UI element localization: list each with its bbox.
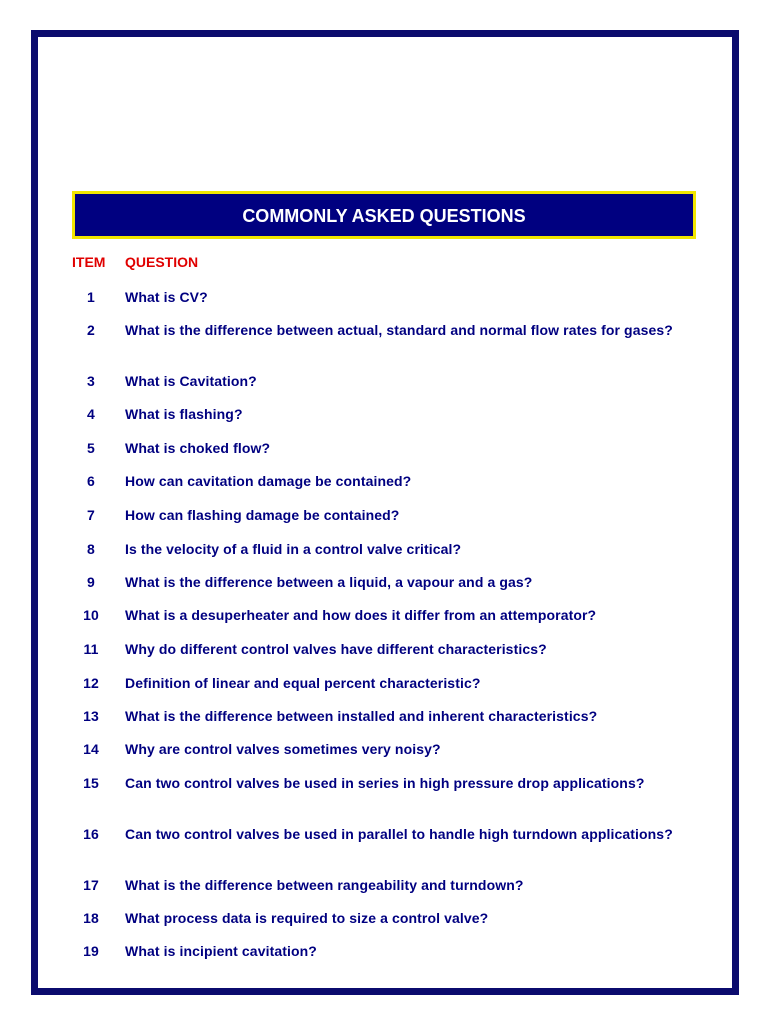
column-header-row (0, 254, 768, 272)
title-banner (72, 191, 696, 239)
item-number: 17 (83, 877, 99, 893)
question-text: What is flashing? (125, 406, 243, 422)
item-number: 5 (87, 440, 95, 456)
question-text: What is incipient cavitation? (125, 943, 317, 959)
item-number: 8 (87, 541, 95, 557)
item-number: 19 (83, 943, 99, 959)
item-number: 15 (83, 775, 99, 791)
question-text: Why do different control valves have different characteristics? (125, 641, 547, 657)
question-text: Is the velocity of a fluid in a control valve critical? (125, 541, 462, 557)
question-text: What is CV? (125, 289, 208, 305)
question-text: What is the difference between actual, standard and normal flow rates for gases? (125, 322, 673, 338)
item-number: 9 (87, 574, 95, 590)
document-title: COMMONLY ASKED QUESTIONS (242, 205, 526, 226)
question-text: What process data is required to size a control valve? (125, 910, 489, 926)
question-text: Can two control valves be used in parallel to handle high turndown applications? (125, 826, 673, 842)
question-text: Can two control valves be used in series in high pressure drop applications? (125, 775, 645, 791)
item-number: 10 (83, 607, 99, 623)
question-text: How can cavitation damage be contained? (125, 473, 412, 489)
item-number: 4 (87, 406, 95, 422)
item-number: 2 (87, 322, 95, 338)
question-text: What is Cavitation? (125, 373, 257, 389)
item-number: 11 (83, 641, 99, 657)
question-text: What is choked flow? (125, 440, 271, 456)
item-number: 16 (83, 826, 99, 842)
question-text: How can flashing damage be contained? (125, 507, 400, 523)
question-column-header: QUESTION (125, 254, 199, 270)
item-number: 13 (83, 708, 99, 724)
item-number: 7 (87, 507, 95, 523)
item-number: 14 (83, 741, 99, 757)
item-number: 3 (87, 373, 95, 389)
item-number: 18 (83, 910, 99, 926)
question-text: Definition of linear and equal percent characteristic? (125, 675, 481, 691)
item-number: 12 (83, 675, 99, 691)
question-text: What is the difference between rangeability and turndown? (125, 877, 524, 893)
question-text: What is the difference between a liquid, a vapour and a gas? (125, 574, 533, 590)
question-text: What is a desuperheater and how does it differ from an attemporator? (125, 607, 597, 623)
item-column-header: ITEM (72, 254, 106, 270)
item-number: 1 (87, 289, 95, 305)
question-text: Why are control valves sometimes very noisy? (125, 741, 441, 757)
question-text: What is the difference between installed and inherent characteristics? (125, 708, 598, 724)
item-number: 6 (87, 473, 95, 489)
